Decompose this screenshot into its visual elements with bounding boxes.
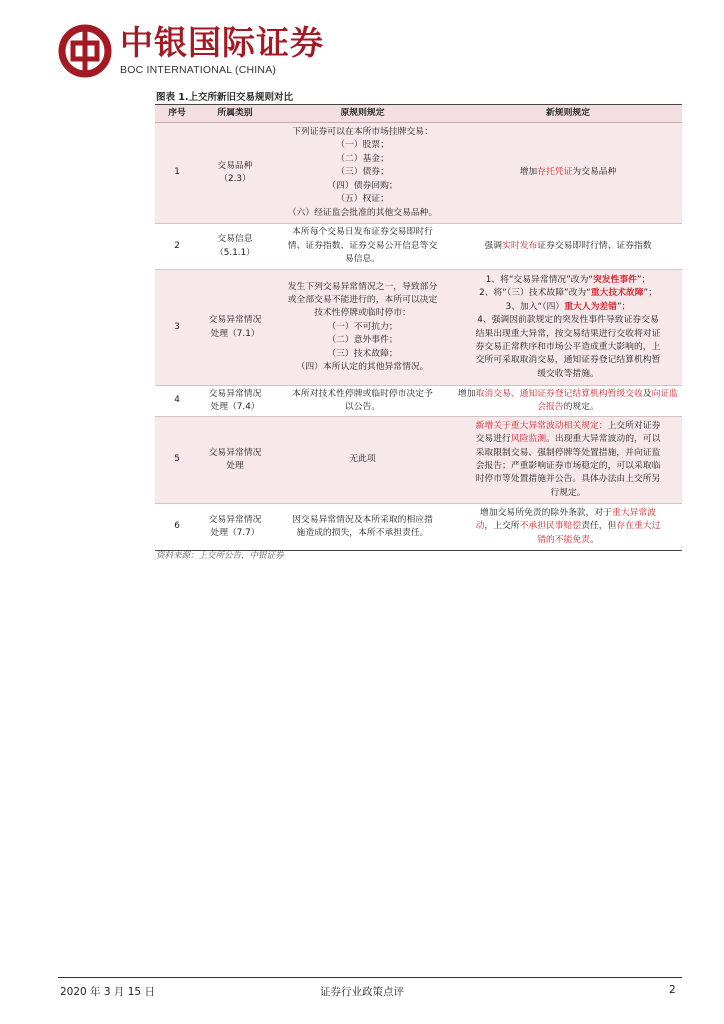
new-rule-line [457, 520, 679, 533]
new-rule-text: 及 [642, 388, 652, 399]
category-line: 处理 [226, 461, 244, 471]
new-rule-line [457, 274, 679, 287]
new-rule-line [457, 534, 679, 547]
page-number: 2 [669, 984, 676, 996]
new-rule-line [457, 301, 679, 314]
new-rule-line: 券交易正常秩序和市场公平造成重大影响的，上 [475, 341, 661, 352]
new-rule-cell [454, 386, 682, 417]
old-rule-line: （二）意外事件； [327, 335, 398, 346]
old-rule-line: 本所对技术性停牌或临时停市决定予 [292, 388, 433, 399]
old-rule-cell [271, 386, 454, 417]
new-rule-text: ”； [636, 274, 651, 285]
category-line: 交易信息 [217, 234, 253, 245]
row-category [199, 123, 271, 224]
new-rule-text: 1、将“交易异常情况”改为“ [485, 274, 593, 285]
new-rule-highlight: 存托凭证 [537, 167, 573, 178]
new-rule-text: ，上交所 [484, 521, 520, 532]
new-rule-line: 缓交收等措施。 [537, 368, 599, 379]
old-rule-line: 易信息。 [344, 254, 381, 265]
header-category: 所属类别 [199, 105, 271, 123]
table-caption: 图表 1.上交所新旧交易规则对比 [156, 92, 294, 103]
new-rule-cell [454, 504, 682, 551]
old-rule-line: （三）技术故障； [327, 348, 398, 359]
old-rule-line: （五）权证； [336, 194, 389, 205]
new-rule-highlight: 取消交易、通知证券登记结算机构暂缓交收 [475, 388, 643, 399]
new-rule-highlight: 风险监测 [510, 434, 547, 445]
new-rule-text: 。 [589, 534, 599, 545]
new-rule-text: 增加 [519, 167, 538, 178]
new-rule-line [457, 507, 679, 520]
category-line: 处理（7.7） [210, 528, 260, 538]
new-rule-line: 时停市等处置措施并公告。具体办法由上交所另 [475, 474, 661, 485]
table-row [155, 417, 682, 504]
old-rule-line: 因交易异常情况及本所采取的相应措 [292, 514, 433, 525]
category-line: 交易异常情况 [208, 514, 262, 525]
new-rule-cell [454, 123, 682, 224]
row-category [199, 224, 271, 270]
table-row [155, 504, 682, 551]
new-rule-highlight: 新增关于重大异常波动相关规定： [475, 420, 608, 431]
new-rule-text: ”； [643, 288, 657, 299]
old-rule-line: （四）本所认定的其他异常情况。 [296, 362, 429, 373]
new-rule-line: 行规定。 [550, 487, 586, 498]
new-rule-text: 上交所对证券 [607, 420, 661, 431]
footer-date: 2020 年 3 月 15 日 [60, 986, 155, 998]
old-rule-cell [271, 504, 454, 551]
table-row [155, 270, 682, 386]
new-rule-highlight: 向证监会报告 [537, 388, 678, 412]
brand-name-cn: 中银国际证券 [120, 23, 324, 62]
category-line: 交易异常情况 [208, 315, 262, 326]
old-rule-line: （二）基金； [336, 153, 389, 164]
old-rule-line: （三）债券； [336, 167, 389, 178]
old-rule-line: 或全部交易不能进行的，本所可以决定 [287, 294, 438, 305]
new-rule-highlight: 重大人为差错 [564, 301, 617, 312]
new-rule-line: 采取限制交易、强制停牌等处置措施，并向证监 [475, 447, 661, 458]
row-category [199, 270, 271, 386]
new-rule-text: ”； [616, 301, 631, 312]
row-category [199, 504, 271, 551]
new-rule-text: 证券交易即时行情、证券指数 [537, 240, 652, 251]
new-rule-cell [454, 224, 682, 270]
new-rule-line [457, 420, 679, 433]
header-index: 序号 [155, 105, 199, 123]
old-rule-line: 施造成的损失，本所不承担责任。 [296, 528, 429, 538]
row-category [199, 386, 271, 417]
old-rule-line: 发生下列交易异常情况之一，导致部分 [287, 281, 438, 292]
old-rule-cell [271, 270, 454, 386]
footer-divider [58, 977, 682, 978]
old-rule-line: 下列证券可以在本所市场挂牌交易： [292, 127, 433, 138]
old-rule-line: （六）经证监会批准的其他交易品种。 [287, 207, 438, 218]
row-category [199, 417, 271, 504]
brand-name-en: BOC INTERNATIONAL (CHINA) [120, 64, 277, 76]
new-rule-highlight: 存在重大过 [616, 521, 661, 532]
category-line: （5.1.1） [215, 247, 255, 258]
category-line: 处理（7.1） [210, 328, 260, 339]
table-row [155, 123, 682, 224]
row-number: 6 [155, 504, 199, 551]
row-number: 1 [155, 123, 199, 224]
new-rule-text: 责任，但 [581, 521, 617, 532]
new-rule-text: 交易进行 [475, 434, 511, 445]
new-rule-cell [454, 270, 682, 386]
category-line: 交易品种 [217, 160, 253, 171]
category-line: 交易异常情况 [208, 447, 262, 458]
new-rule-highlight: 实时发布 [502, 240, 538, 251]
new-rule-line: 交所可采取取消交易，通知证券登记结算机构暂 [475, 355, 661, 366]
new-rule-text: 增加 [458, 388, 476, 399]
row-number: 4 [155, 386, 199, 417]
old-rule-line: （四）债券回购； [327, 180, 398, 191]
new-rule-line [457, 433, 679, 446]
category-line: （2.3） [219, 174, 251, 184]
old-rule-line: 技术性停牌或临时停市： [314, 308, 411, 319]
new-rule-text: 。出现重大异常波动的，可以 [546, 434, 661, 445]
category-line: 处理（7.4） [210, 402, 260, 412]
table-header-row [155, 105, 682, 123]
header-new-rule: 新规则规定 [454, 105, 682, 123]
category-line: 交易异常情况 [208, 388, 262, 399]
old-rule-line: （一）股票； [336, 140, 389, 151]
new-rule-highlight: 突发性事件 [592, 274, 637, 285]
new-rule-highlight: 重大异常波 [611, 507, 656, 518]
row-number: 5 [155, 417, 199, 504]
old-rule-line: 以公告。 [344, 402, 381, 412]
old-rule-cell [271, 224, 454, 270]
new-rule-text: 的规定。 [563, 402, 599, 412]
new-rule-line [457, 287, 679, 300]
table-row [155, 224, 682, 270]
new-rule-cell [454, 417, 682, 504]
new-rule-text: 为交易品种 [572, 167, 617, 178]
old-rule-cell [271, 417, 454, 504]
old-rule-line: （一）不可抗力； [327, 321, 398, 332]
new-rule-text: 3、加入“（四） [505, 301, 565, 312]
new-rule-line: 会报告；严重影响证券市场稳定的，可以采取临 [475, 461, 661, 471]
old-rule-cell [271, 123, 454, 224]
rules-comparison-table [155, 105, 682, 551]
boc-logo-icon [58, 24, 112, 78]
new-rule-line: 4、强调因前款规定的突发性事件导致证券交易 [477, 315, 659, 326]
row-number: 3 [155, 270, 199, 386]
source-note: 资料来源：上交所公告，中银证券 [156, 551, 284, 561]
old-rule-line: 无此项 [349, 454, 376, 465]
footer-title: 证券行业政策点评 [320, 986, 404, 998]
new-rule-text: 2、将“（三）技术故障”改为“ [479, 288, 591, 299]
new-rule-highlight: 动 [475, 521, 485, 532]
new-rule-line: 结果出现重大异常，按交易结果进行交收将对证 [475, 328, 661, 339]
row-number: 2 [155, 224, 199, 270]
new-rule-text: 强调 [484, 240, 503, 251]
new-rule-highlight: 不承担民事赔偿 [519, 521, 582, 532]
new-rule-highlight: 重大技术故障 [590, 288, 644, 299]
old-rule-line: 本所每个交易日发布证券交易即时行 [292, 227, 433, 238]
table-row [155, 386, 682, 417]
new-rule-highlight: 错的不能免责 [537, 534, 590, 545]
old-rule-line: 情、证券指数、证券交易公开信息等交 [287, 240, 438, 251]
header-old-rule: 原规则规定 [271, 105, 454, 123]
new-rule-text: 增加交易所免责的除外条款，对于 [480, 507, 612, 518]
